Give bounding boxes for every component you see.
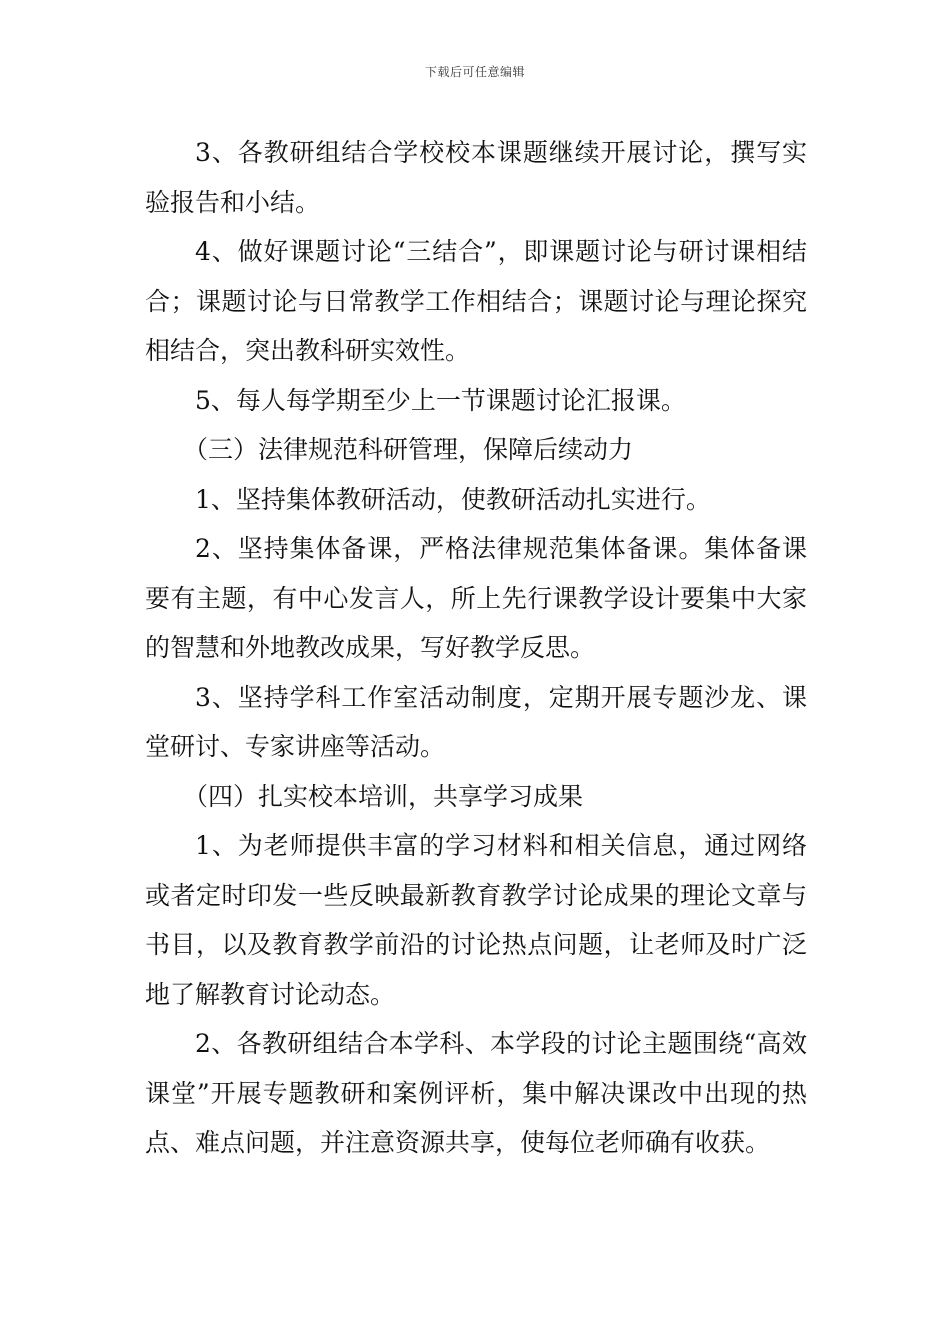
page-header: 下载后可任意编辑 — [424, 65, 525, 79]
paragraph-item-4: 4、做好课题讨论“三结合”，即课题讨论与研讨课相结合；课题讨论与日常教学工作相结合；课题讨论与理论探究相结合，突出教科研实效性。 — [145, 237, 807, 365]
paragraph-item-5: 5、每人每学期至少上一节课题讨论汇报课。 — [195, 385, 686, 415]
document-body — [145, 128, 807, 1168]
paragraph-item-2b: 2、各教研组结合本学科、本学段的讨论主题围绕“高效课堂”开展专题教研和案例评析，集中解决课改中出现的热点、难点问题，并注意资源共享，使每位老师确有收获。 — [145, 1029, 807, 1157]
paragraph-item-3: 3、各教研组结合学校校本课题继续开展讨论，撰写实验报告和小结。 — [145, 138, 807, 217]
paragraph-item-1: 1、坚持集体教研活动，使教研活动扎实进行。 — [195, 484, 711, 514]
paragraph-item-2: 2、坚持集体备课，严格法律规范集体备课。集体备课要有主题，有中心发言人，所上先行课教学设计要集中大家的智慧和外地教改成果，写好教学反思。 — [145, 534, 807, 662]
section-heading-3: （三）法律规范科研管理，保障后续动力 — [183, 435, 634, 464]
paragraph-item-1b: 1、为老师提供丰富的学习材料和相关信息，通过网络或者定时印发一些反映最新教育教学讨论成果的理论文章与书目，以及教育教学前沿的讨论热点问题，让老师及时广泛地了解教育讨论动态。 — [145, 831, 807, 1009]
section-heading-4: （四）扎实校本培训，共享学习成果 — [183, 781, 584, 811]
paragraph-item-3b: 3、坚持学科工作室活动制度，定期开展专题沙龙、课堂研讨、专家讲座等活动。 — [145, 682, 807, 761]
